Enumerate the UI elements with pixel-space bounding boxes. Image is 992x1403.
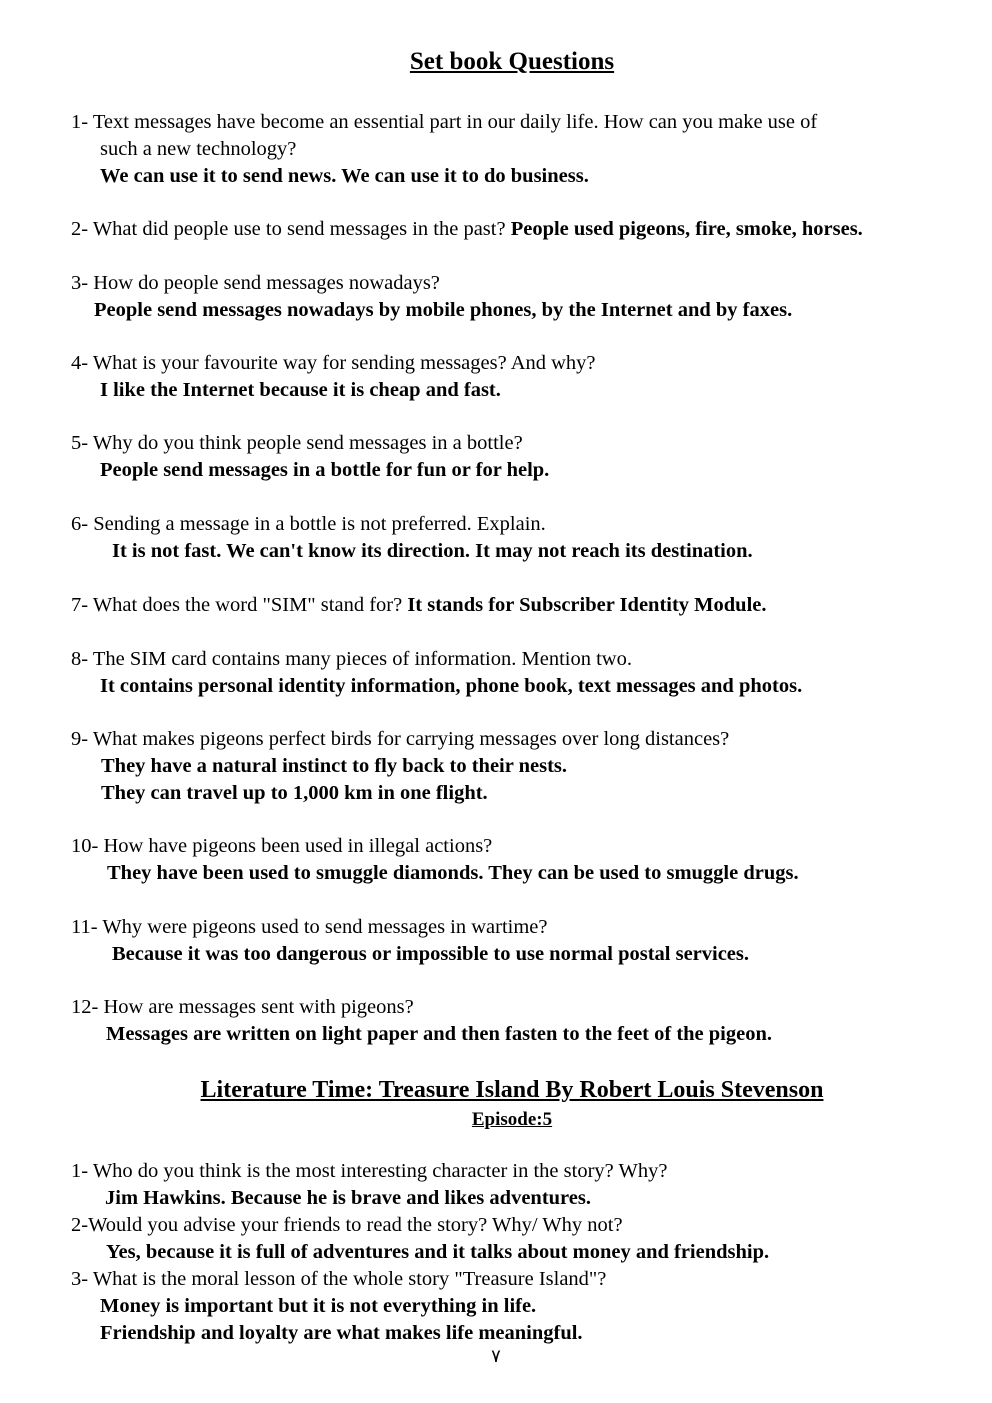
question-10: 10- How have pigeons been used in illegal actions? bbox=[71, 835, 493, 857]
page-number: ٧ bbox=[491, 1346, 501, 1367]
literature-question-2: 2-Would you advise your friends to read the story? Why/ Why not? bbox=[71, 1214, 623, 1236]
answer-3: People send messages nowadays by mobile phones, by the Internet and by faxes. bbox=[94, 299, 793, 321]
question-5: 5- Why do you think people send messages in a bottle? bbox=[71, 432, 523, 454]
answer-9-line-2: They can travel up to 1,000 km in one flight. bbox=[101, 782, 488, 804]
answer-2: People used pigeons, fire, smoke, horses. bbox=[510, 218, 863, 240]
answer-6: It is not fast. We can't know its direction. It may not reach its destination. bbox=[112, 540, 753, 562]
literature-answer-3-line-1: Money is important but it is not everything in life. bbox=[100, 1295, 537, 1317]
question-8: 8- The SIM card contains many pieces of information. Mention two. bbox=[71, 648, 632, 670]
question-2-text: 2- What did people use to send messages in the past? bbox=[71, 218, 506, 240]
literature-answer-2: Yes, because it is full of adventures and it talks about money and friendship. bbox=[106, 1241, 770, 1263]
literature-answer-3-line-2: Friendship and loyalty are what makes life meaningful. bbox=[100, 1322, 583, 1344]
question-3: 3- How do people send messages nowadays? bbox=[71, 272, 440, 294]
answer-4: I like the Internet because it is cheap and fast. bbox=[100, 379, 501, 401]
question-6: 6- Sending a message in a bottle is not preferred. Explain. bbox=[71, 513, 546, 535]
question-12: 12- How are messages sent with pigeons? bbox=[71, 996, 414, 1018]
answer-11: Because it was too dangerous or impossible to use normal postal services. bbox=[112, 943, 750, 965]
question-2 bbox=[71, 216, 863, 243]
answer-10: They have been used to smuggle diamonds. They can be used to smuggle drugs. bbox=[107, 862, 799, 884]
answer-12: Messages are written on light paper and then fasten to the feet of the pigeon. bbox=[106, 1023, 772, 1045]
answer-5: People send messages in a bottle for fun or for help. bbox=[100, 459, 550, 481]
literature-title: Literature Time: Treasure Island By Robert Louis Stevenson bbox=[200, 1077, 824, 1103]
episode-label: Episode:5 bbox=[471, 1109, 553, 1130]
answer-9-line-1: They have a natural instinct to fly back to their nests. bbox=[101, 755, 568, 777]
question-11: 11- Why were pigeons used to send messages in wartime? bbox=[71, 916, 548, 938]
literature-answer-1: Jim Hawkins. Because he is brave and likes adventures. bbox=[105, 1187, 591, 1209]
answer-1: We can use it to send news. We can use it to do business. bbox=[100, 165, 589, 187]
literature-question-1: 1- Who do you think is the most interesting character in the story? Why? bbox=[71, 1160, 668, 1182]
question-7 bbox=[71, 592, 767, 619]
question-7-text: 7- What does the word "SIM" stand for? bbox=[71, 594, 403, 616]
question-4: 4- What is your favourite way for sending messages? And why? bbox=[71, 352, 596, 374]
set-book-title: Set book Questions bbox=[409, 48, 615, 75]
question-1-line-1: 1- Text messages have become an essential part in our daily life. How can you make use of bbox=[71, 111, 818, 133]
answer-7: It stands for Subscriber Identity Module. bbox=[407, 594, 767, 616]
question-9: 9- What makes pigeons perfect birds for carrying messages over long distances? bbox=[71, 728, 730, 750]
answer-8: It contains personal identity information, phone book, text messages and photos. bbox=[100, 675, 803, 697]
question-1-line-2: such a new technology? bbox=[100, 138, 297, 160]
literature-question-3: 3- What is the moral lesson of the whole story "Treasure Island"? bbox=[71, 1268, 607, 1290]
